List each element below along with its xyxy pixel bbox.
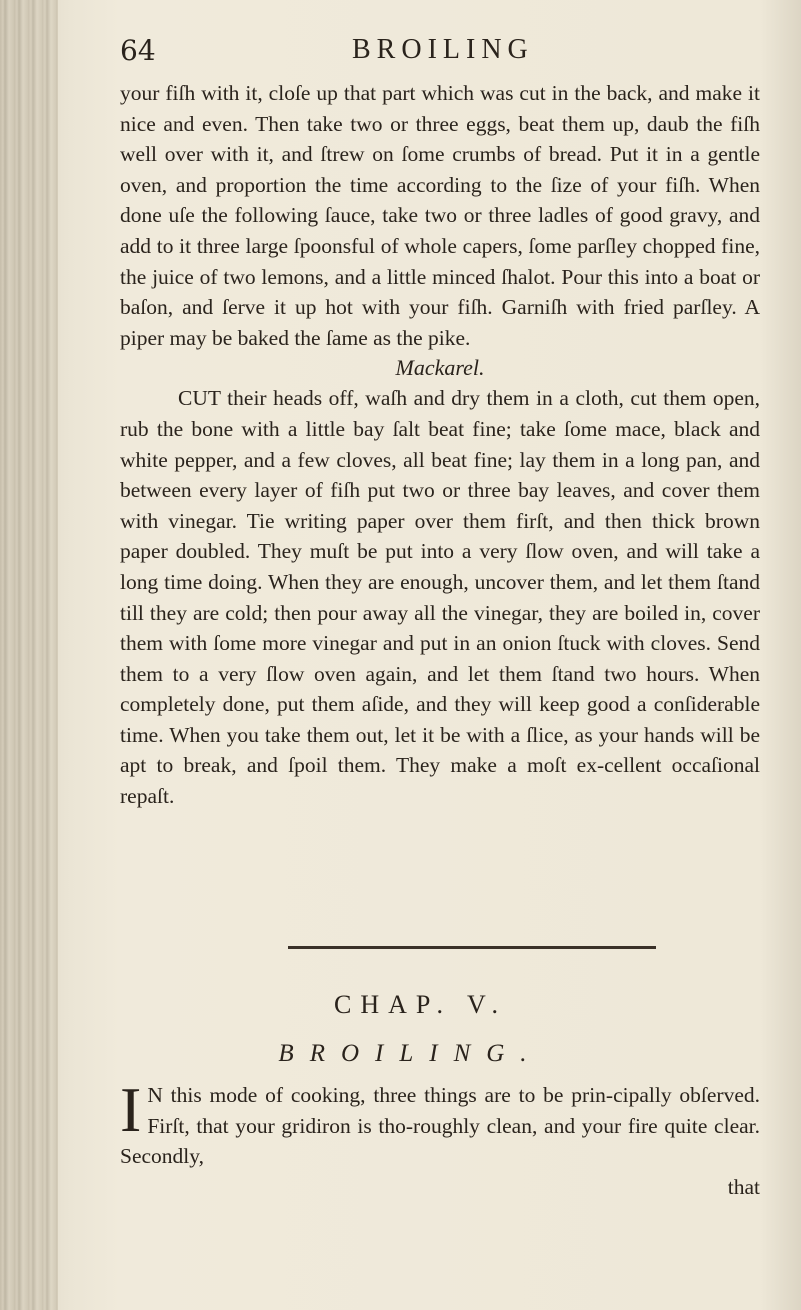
page-header bbox=[120, 34, 740, 74]
book-spine-shadow bbox=[0, 0, 58, 1310]
section-heading-mackarel: Mackarel. bbox=[395, 355, 485, 381]
chapter-opening bbox=[120, 1074, 760, 1202]
page-number: 64 bbox=[120, 34, 156, 67]
catchword: that bbox=[727, 1174, 760, 1199]
main-text bbox=[120, 78, 760, 812]
paragraph-mackarel: CUT their heads off, waſh and dry them in a cloth, cut them open, rub the bone with a little bay ſalt beat fine; take ſome mace, black and white pepper, and a few cloves, all beat fine; lay them in a long pan, and between every layer of fiſh put two or three bay leaves, and cover them with vinegar. Tie writing paper over them firſt, and then thick brown paper doubled. They muſt be put into a very ſlow oven, and will take a long time doing. When they are enough, uncover them, and let them ſtand till they are cold; then pour away all the vinegar, they are boiled in, cover them with ſome more vinegar and put in an onion ſtuck with cloves. Send them to a very ſlow oven again, and let them ſtand two hours. When completely done, put them aſide, and they will keep good a conſiderable time. When you take them out, let it be with a ſlice, as your hands will be apt to break, and ſpoil them. They make a moſt ex-cellent occaſional repaſt. bbox=[120, 386, 760, 809]
running-title: BROILING bbox=[352, 34, 534, 65]
chapter-title: BROILING. bbox=[278, 1040, 543, 1067]
drop-cap: I bbox=[120, 1074, 142, 1145]
chapter-divider-rule bbox=[288, 946, 656, 949]
paragraph-broiling-intro: N this mode of cooking, three things are to be prin-cipally obſerved. Firſt, that your gridiron is tho-roughly clean, and your fire quite clear. Secondly, bbox=[120, 1083, 760, 1169]
chapter-label: CHAP. V. bbox=[334, 990, 507, 1019]
paragraph-pike-continued: your fiſh with it, cloſe up that part which was cut in the back, and make it nice and even. Then take two or three eggs, beat them up, daub the fiſh well over with it, and ſtrew on ſome crumbs of bread. Put it in a gentle oven, and proportion the time according to the ſize of your fiſh. When done uſe the following ſauce, take two or three ladles of good gravy, and add to it three large ſpoonsful of whole capers, ſome parſley chopped fine, the juice of two lemons, and a little minced ſhalot. Pour this into a boat or baſon, and ſerve it up hot with your fiſh. Garniſh with fried parſley. A piper may be baked the ſame as the pike. bbox=[120, 81, 760, 350]
